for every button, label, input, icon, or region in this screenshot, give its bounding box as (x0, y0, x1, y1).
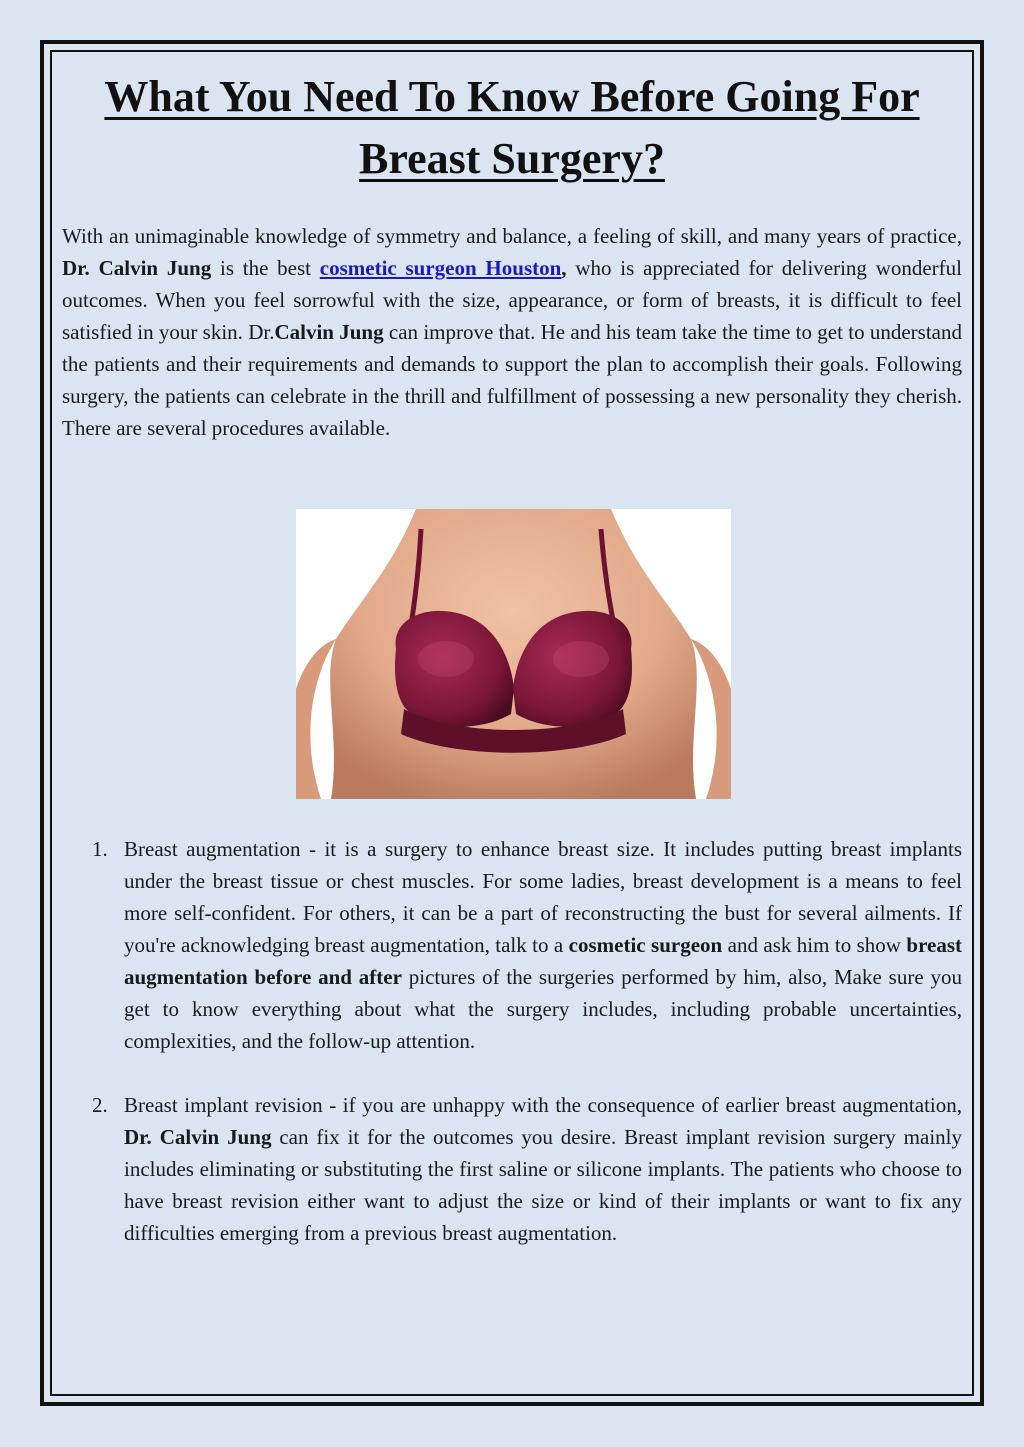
list-item-breast-implant-revision (62, 1089, 962, 1249)
list-number: 2. (92, 1093, 108, 1117)
list-number: 1. (92, 837, 108, 861)
right-arm (691, 639, 731, 799)
procedures-list (62, 833, 962, 1249)
intro-text-2: is the best (219, 256, 312, 280)
cosmetic-surgeon-houston-link[interactable]: cosmetic surgeon Houston (319, 256, 562, 280)
intro-text-4: can improve that. He and his team take the time to get to understand the patients and their requirements and demands to support the plan to accomplish their goals. Following surgery, the patients can celebrate in the thrill and fulfillment of possessing a new personality they cherish. There are several procedures available. (62, 320, 962, 440)
item-bold: breast augmentation before and after (124, 933, 963, 989)
left-arm (296, 639, 336, 799)
item-bold: Dr. Calvin Jung (124, 1125, 272, 1149)
item-text: pictures of the surgeries performed by him, also, Make sure you get to know everything about what the surgery includes, including probable uncertainties, complexities, and the follow-up attention. (124, 965, 962, 1053)
torso-skin (330, 509, 697, 799)
intro-text-1: With an unimaginable knowledge of symmetry and balance, a feeling of skill, and many years of practice, (62, 224, 962, 248)
item-text: Breast augmentation - it is a surgery to enhance breast size. It includes putting breast implants under the breast tissue or chest muscles. For some ladies, breast development is a means to feel more self-confident. For others, it can be a part of reconstructing the bust for several ailments. If you're acknowledging breast augmentation, talk to a (124, 837, 962, 957)
intro-paragraph (62, 220, 962, 444)
item-text: can fix it for the outcomes you desire. Breast implant revision surgery mainly includes eliminating or substituting the first saline or silicone implants. The patients who choose to have breast revision either want to adjust the size or kind of their implants or want to fix any difficulties emerging from a previous breast augmentation. (124, 1125, 962, 1245)
item-bold: cosmetic surgeon (568, 933, 723, 957)
page-title: What You Need To Know Before Going For Breast Surgery? (104, 72, 920, 183)
item-text: and ask him to show (727, 933, 901, 957)
bra-photo (296, 509, 731, 799)
intro-text-3: who is appreciated for delivering wonderful outcomes. When you feel sorrowful with the size, appearance, or form of breasts, it is difficult to feel satisfied in your skin. Dr. (62, 256, 962, 344)
item-text: Breast implant revision - if you are unhappy with the consequence of earlier breast augmentation, (124, 1093, 962, 1117)
link-comma: , (561, 256, 567, 280)
doctor-name-bold-2: Calvin Jung (274, 320, 384, 344)
doctor-name-bold: Dr. Calvin Jung (62, 256, 212, 280)
list-item-breast-augmentation (62, 833, 962, 1057)
bra-highlight-left (418, 641, 474, 677)
bra-illustration (296, 509, 731, 799)
bra-highlight-right (553, 641, 609, 677)
